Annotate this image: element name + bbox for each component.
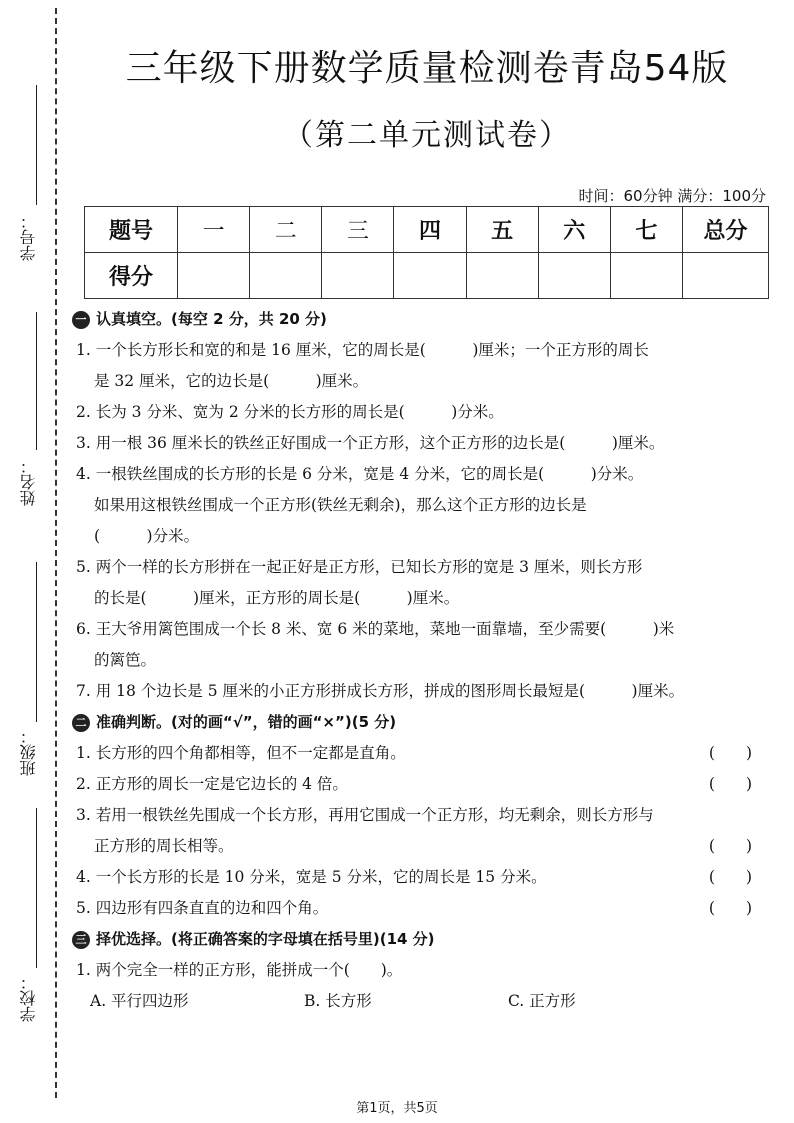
page-footer: 第1页，共5页 [356, 1101, 438, 1116]
answer-parentheses[interactable]: ( ) [708, 837, 752, 855]
score-header-cell: 四 [394, 207, 466, 253]
choice-option-a[interactable]: A. 平行四边形 [90, 992, 189, 1010]
student-id-line[interactable] [36, 85, 37, 205]
score-cell[interactable] [538, 253, 610, 299]
answer-parentheses[interactable]: ( ) [708, 868, 752, 886]
school-label: 学校： [19, 974, 38, 1022]
question-item[interactable] [72, 552, 752, 614]
answer-parentheses[interactable]: ( ) [708, 775, 752, 793]
question-text: 2. 长为 3 分米、宽为 2 分米的长方形的周长是( )分米。 [76, 403, 504, 421]
answer-parentheses[interactable]: ( ) [708, 899, 752, 917]
choice-option-c[interactable]: C. 正方形 [508, 992, 576, 1010]
school-line[interactable] [36, 808, 37, 968]
section-number-badge: 三 [72, 931, 90, 949]
score-header-cell: 一 [178, 207, 250, 253]
score-cell[interactable] [394, 253, 466, 299]
exam-content [72, 304, 752, 1017]
score-header-cell: 总分 [683, 207, 769, 253]
name-line[interactable] [36, 312, 37, 450]
question-item[interactable] [72, 676, 752, 707]
score-header-cell: 三 [322, 207, 394, 253]
question-text-continued: 如果用这根铁丝围成一个正方形(铁丝无剩余)，那么这个正方形的边长是 [94, 496, 587, 514]
question-item[interactable] [72, 335, 752, 397]
section-heading-text: 认真填空。(每空 2 分，共 20 分) [96, 310, 327, 328]
score-cell[interactable] [683, 253, 769, 299]
question-text-continued: 的长是( )厘米，正方形的周长是( )厘米。 [94, 589, 460, 607]
score-header-cell: 六 [538, 207, 610, 253]
name-label: 姓名： [19, 458, 38, 506]
page-title: 三年级下册数学质量检测卷青岛54版 [125, 48, 729, 89]
time-info: 时间：60分钟 满分：100分 [578, 187, 766, 205]
question-text-continued: 的篱笆。 [94, 651, 157, 669]
class-line[interactable] [36, 562, 37, 722]
score-cell[interactable] [466, 253, 538, 299]
question-text: 2. 正方形的周长一定是它边长的 4 倍。 [76, 775, 348, 793]
score-header-cell: 二 [250, 207, 322, 253]
question-text: 1. 长方形的四个角都相等，但不一定都是直角。 [76, 744, 406, 762]
question-text: 6. 王大爷用篱笆围成一个长 8 米、宽 6 米的菜地，菜地一面靠墙，至少需要( )米 [76, 620, 675, 638]
student-id-label: 学号： [19, 213, 38, 261]
question-text-continued: 是 32 厘米，它的边长是( )厘米。 [94, 372, 369, 390]
question-text-continued: ( )分米。 [94, 527, 200, 545]
score-table-score-row [85, 253, 769, 299]
judgement-item [72, 862, 752, 893]
score-header-cell: 五 [466, 207, 538, 253]
judgement-item [72, 800, 752, 831]
answer-parentheses[interactable]: ( ) [708, 744, 752, 762]
class-field [14, 562, 44, 782]
question-item[interactable] [72, 459, 752, 552]
choice-options [72, 986, 752, 1017]
choice-option-b[interactable]: B. 长方形 [304, 992, 372, 1010]
score-table [84, 206, 769, 299]
score-header-cell: 七 [610, 207, 682, 253]
section-number-badge: 二 [72, 714, 90, 732]
question-item[interactable] [72, 397, 752, 428]
question-text: 4. 一个长方形的长是 10 分米，宽是 5 分米，它的周长是 15 分米。 [76, 868, 547, 886]
judgement-item [72, 893, 752, 924]
binding-dashed-line [55, 8, 57, 1098]
question-item[interactable] [72, 428, 752, 459]
score-cell[interactable] [250, 253, 322, 299]
school-field [14, 808, 44, 1026]
score-cell[interactable] [610, 253, 682, 299]
question-text: 1. 一个长方形长和宽的和是 16 厘米，它的周长是( )厘米；一个正方形的周长 [76, 341, 649, 359]
judgement-item [72, 769, 752, 800]
judgement-item-continued [72, 831, 752, 862]
question-text: 1. 两个完全一样的正方形，能拼成一个( )。 [76, 961, 403, 979]
question-text: 3. 若用一根铁丝先围成一个长方形，再用它围成一个正方形，均无剩余，则长方形与 [76, 806, 654, 824]
score-header-cell: 题号 [85, 207, 178, 253]
question-text: 5. 四边形有四条直直的边和四个角。 [76, 899, 329, 917]
question-text: 4. 一根铁丝围成的长方形的长是 6 分米，宽是 4 分米，它的周长是( )分米。 [76, 465, 644, 483]
section-heading-multiple-choice [72, 924, 752, 955]
section-heading-fill-in [72, 304, 752, 335]
page-subtitle: （第二单元测试卷） [283, 118, 571, 153]
question-item[interactable] [72, 614, 752, 676]
section-heading-true-false [72, 707, 752, 738]
question-text-continued: 正方形的周长相等。 [94, 837, 234, 855]
score-table-header-row [85, 207, 769, 253]
score-cell[interactable] [178, 253, 250, 299]
question-text: 5. 两个一样的长方形拼在一起正好是正方形，已知长方形的宽是 3 厘米，则长方形 [76, 558, 643, 576]
student-id-field [14, 85, 44, 275]
judgement-item [72, 738, 752, 769]
section-heading-text: 准确判断。(对的画“√”，错的画“×”)(5 分) [96, 713, 397, 731]
question-text: 7. 用 18 个边长是 5 厘米的小正方形拼成长方形，拼成的图形周长最短是( )厘米。 [76, 682, 685, 700]
class-label: 班级： [19, 728, 38, 776]
score-cell[interactable] [322, 253, 394, 299]
question-item[interactable] [72, 955, 752, 986]
score-row-label: 得分 [85, 253, 178, 299]
section-number-badge: 一 [72, 311, 90, 329]
name-field [14, 312, 44, 512]
question-text: 3. 用一根 36 厘米长的铁丝正好围成一个正方形，这个正方形的边长是( )厘米。 [76, 434, 665, 452]
section-heading-text: 择优选择。(将正确答案的字母填在括号里)(14 分) [96, 930, 435, 948]
